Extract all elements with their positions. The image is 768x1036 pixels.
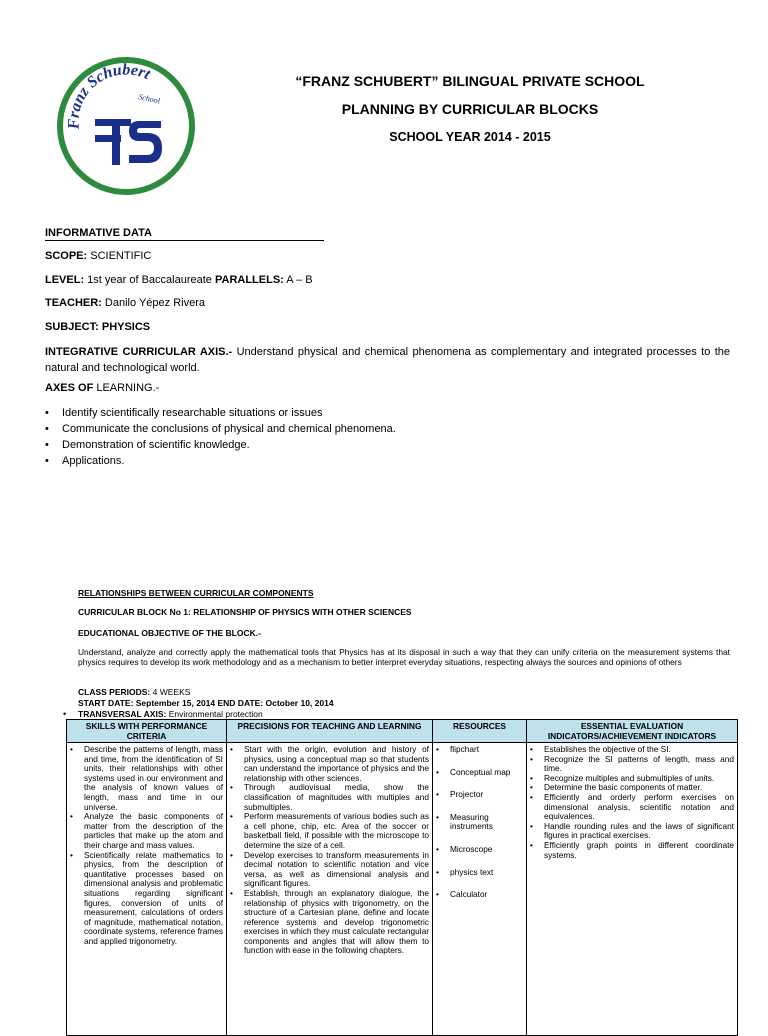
planning-title: PLANNING BY CURRICULAR BLOCKS [341, 101, 599, 117]
block-title: CURRICULAR BLOCK No 1: RELATIONSHIP OF PHYSICS WITH OTHER SCIENCES [78, 607, 412, 617]
skills-cell [67, 743, 227, 1036]
axis-label: INTEGRATIVE CURRICULAR AXIS.- [45, 346, 233, 358]
list-item: • Start with the origin, evolution and history of physics, using a conceptual map so that students can understand the importance of physics and the relationship with other sciences. [229, 745, 429, 783]
column-header: SKILLS WITH PERFORMANCE CRITERIA [67, 720, 227, 743]
transversal-value: Environmental protection [166, 709, 263, 719]
integrative-axis [45, 344, 730, 376]
transversal-axis [78, 709, 263, 720]
list-item: • Identify scientifically researchable situations or issues [45, 405, 396, 421]
axis-value: Understand physical and chemical phenomena as complementary and integrated processes to the natural and technological world. [45, 346, 730, 374]
list-item: • Recognize multiples and submultiples of units. [529, 774, 734, 784]
logo-arc-text: Franz Schubert [65, 61, 153, 130]
subject-label: SUBJECT: [45, 321, 99, 333]
scope-line [45, 250, 151, 262]
list-item: • Microscope [435, 845, 523, 855]
list-item: • Determine the basic components of matter. [529, 783, 734, 793]
list-item: • Conceptual map [435, 768, 523, 778]
table-header-row [67, 720, 738, 743]
subject-value: PHYSICS [98, 321, 151, 333]
transversal-bullet: • [63, 709, 67, 719]
parallels-label: PARALLELS: [214, 274, 284, 286]
list-item: • Communicate the conclusions of physical and chemical phenomena. [45, 421, 396, 437]
informative-data-heading: INFORMATIVE DATA [45, 227, 324, 241]
scope-label: SCOPE: [45, 250, 88, 262]
logo-sub-text: School [137, 92, 161, 106]
class-periods-label: CLASS PERIODS: [78, 687, 151, 697]
list-item: • Efficiently and orderly perform exercises on dimensional analysis, scientific notation and equivalences. [529, 793, 734, 822]
column-header: RESOURCES [433, 720, 527, 743]
parallels-value: A – B [283, 274, 313, 286]
list-item: • Perform measurements of various bodies such as a cell phone, chip, etc. Area of the soccer or basketball field, if possible with the microscope to determine the size of a cell. [229, 812, 429, 850]
list-item: • Efficiently graph points in different coordinate systems. [529, 841, 734, 860]
axes-of-learning [45, 382, 159, 394]
transversal-label: TRANSVERSAL AXIS: [78, 709, 167, 719]
block-dates: START DATE: September 15, 2014 END DATE: October 10, 2014 [78, 698, 334, 708]
precisions-cell [227, 743, 433, 1036]
list-item: • Establish, through an explanatory dialogue, the relationship of physics with trigonometry, on the structure of a Cartesian plane, define and locate reference systems and develop trigonometric exercises in which they must calculate rectangular components and angles that will allow them to function with ease in the following chapters. [229, 889, 429, 956]
list-item: • physics text [435, 868, 523, 878]
teacher-value: Danilo Yépez Rivera [101, 297, 205, 309]
scope-value: SCIENTIFIC [87, 250, 152, 262]
list-item: • Scientifically relate mathematics to physics, from the description of quantitative processes based on dimensional analysis and problematic situations regarding significant figures, conversion of units of measurement, calculations of orders of magnitude, mathematical notation, coordinate systems, reference frames and applied trigonometry. [69, 851, 223, 947]
list-item: • Recognize the SI patterns of length, mass and time. [529, 755, 734, 774]
teacher-line [45, 297, 205, 309]
list-item: • Analyze the basic components of matter from the description of the particles that make up the atom and their charge and mass values. [69, 812, 223, 850]
list-item: • Handle rounding rules and the laws of significant figures in practical exercises. [529, 822, 734, 841]
list-item: • Develop exercises to transform measurements in decimal notation to scientific notation and vice versa, as well as dimensional analysis and significant figures. [229, 851, 429, 889]
class-periods [78, 687, 190, 698]
learning-label: AXES OF [45, 382, 94, 394]
subject-line [45, 321, 150, 333]
curricular-table [66, 719, 738, 1036]
indicators-cell [527, 743, 738, 1036]
learning-list [45, 405, 396, 469]
list-item: • flipchart [435, 745, 523, 755]
school-logo [55, 55, 197, 197]
objective-text: Understand, analyze and correctly apply the mathematical tools that Physics has at its disposal in such a way that they can unify criteria on the measurement systems that physics requires to develop its work methodology and as a mechanism to better interpret everyday situations, respecting always the sources and opinions of others [78, 647, 730, 667]
level-value: 1st year of Baccalaureate [84, 274, 215, 286]
list-item: • Establishes the objective of the SI. [529, 745, 734, 755]
table-row [67, 743, 738, 1036]
resources-cell [433, 743, 527, 1036]
class-periods-value: 4 WEEKS [150, 687, 191, 697]
teacher-label: TEACHER: [45, 297, 102, 309]
list-item: • Measuring instruments [435, 813, 523, 832]
school-year: SCHOOL YEAR 2014 - 2015 [389, 130, 551, 144]
list-item: • Applications. [45, 453, 396, 469]
list-item: • Calculator [435, 890, 523, 900]
relationships-heading: RELATIONSHIPS BETWEEN CURRICULAR COMPONENTS [78, 588, 314, 598]
list-item: • Demonstration of scientific knowledge. [45, 437, 396, 453]
school-name: “FRANZ SCHUBERT” BILINGUAL PRIVATE SCHOOL [295, 73, 645, 89]
level-line [45, 274, 313, 286]
column-header: PRECISIONS FOR TEACHING AND LEARNING [227, 720, 433, 743]
list-item: • Through audiovisual media, show the classification of magnitudes with multiples and submultiples. [229, 783, 429, 812]
column-header: ESSENTIAL EVALUATION INDICATORS/ACHIEVEMENT INDICATORS [527, 720, 738, 743]
objective-heading: EDUCATIONAL OBJECTIVE OF THE BLOCK.- [78, 628, 261, 638]
level-label: LEVEL: [45, 274, 85, 286]
list-item: • Describe the patterns of length, mass and time, from the identification of SI units, their relationships with other systems used in our environment and the analysis of known values of length, mass and time in our universe. [69, 745, 223, 812]
learning-value: LEARNING.- [93, 382, 160, 394]
list-item: • Projector [435, 790, 523, 800]
